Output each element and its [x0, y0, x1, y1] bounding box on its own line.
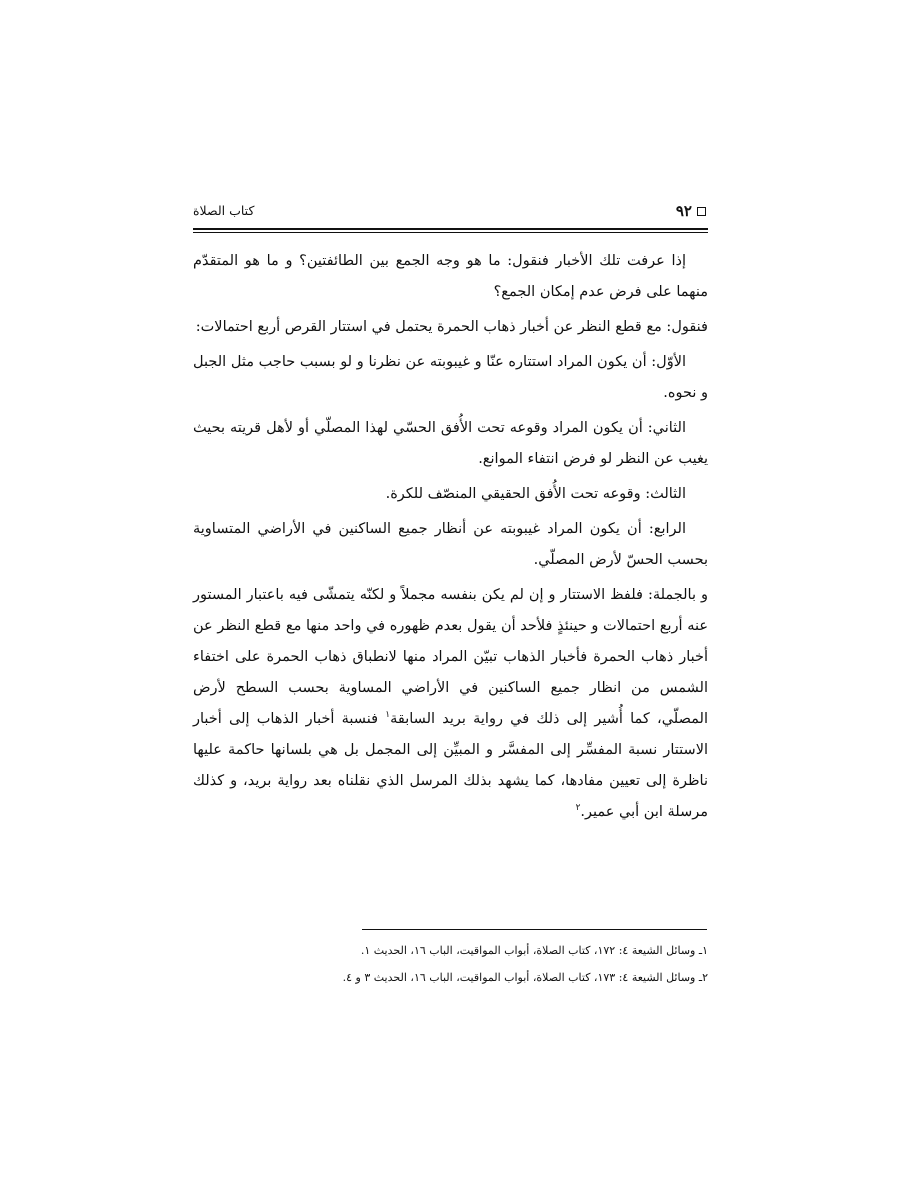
footnotes: [193, 937, 708, 991]
summary-text-part1: و بالجملة: فلفظ الاستتار و إن لم يكن بنفسه مجملاً و لكنّه يتمشّى فيه باعتبار المستور عنه أربع احتمالات و حينئذٍ فلأحد أن يقول بعدم ظهوره في واحد منها مع قطع النظر عن أخبار ذهاب الحمرة فأخبار الذهاب تبيّن المراد منها لانطباق ذهاب الحمرة على اختفاء الشمس من انظار جميع الساكنين في الأراضي المساوية بحسب السطح لأرض المصلّي، كما أُشير إلى ذلك في رواية بريد السابقة: [193, 587, 708, 727]
main-text: [193, 246, 708, 832]
page-number-text: ٩٢: [675, 202, 692, 220]
footnote-separator: [362, 929, 707, 930]
square-icon: [697, 207, 706, 216]
header-rule-thick: [193, 228, 708, 230]
paragraph-summary: [193, 580, 708, 828]
footnote-1: ١ـ وسائل الشيعة ٤: ١٧٢، كتاب الصلاة، أبواب المواقيت، الباب ١٦، الحديث ١.: [360, 944, 708, 957]
paragraph-first: الأوّل: أن يكون المراد استتاره عنّا و غيبوبته عن نظرنا و لو بسبب حاجب مثل الجبل و نحوه.: [193, 354, 708, 401]
paragraph-second: الثاني: أن يكون المراد وقوعه تحت الأُفق الحسّي لهذا المصلّي أو لأهل قريته بحيث يغيب عن النظر لو فرض انتفاء الموانع.: [193, 420, 708, 467]
paragraph-intro: إذا عرفت تلك الأخبار فنقول: ما هو وجه الجمع بين الطائفتين؟ و ما هو المتقدّم منهما على فرض عدم إمكان الجمع؟: [193, 253, 708, 300]
paragraph-possibilities: فنقول: مع قطع النظر عن أخبار ذهاب الحمرة يحتمل في استتار القرص أربع احتمالات:: [195, 319, 708, 335]
paragraph-third: الثالث: وقوعه تحت الأُفق الحقيقي المنصّف للكرة.: [385, 486, 686, 502]
page-number: [676, 202, 706, 220]
summary-text-part2: فنسبة أخبار الذهاب إلى أخبار الاستتار نسبة المفسِّر إلى المفسَّر و المبيِّن إلى المجمل بل هي بلسانها حاكمة عليها ناظرة إلى تعيين مفادها، كما يشهد بذلك المرسل الذي نقلناه بعد رواية بريد، و كذلك مرسلة ابن أبي عمير.: [193, 711, 708, 820]
footnote-ref-1: ١: [385, 710, 391, 721]
page-header: [193, 198, 706, 226]
paragraph-fourth: الرابع: أن يكون المراد غيبوبته عن أنظار جميع الساكنين في الأراضي المتساوية بحسب الحسّ لأرض المصلّي.: [193, 521, 708, 568]
footnote-ref-2: ٢: [575, 803, 581, 814]
footnote-2: ٢ـ وسائل الشيعة ٤: ١٧٣، كتاب الصلاة، أبواب المواقيت، الباب ١٦، الحديث ٣ و ٤.: [342, 971, 708, 984]
book-title: كتاب الصلاة: [193, 203, 255, 218]
header-rule-thin: [193, 232, 708, 233]
